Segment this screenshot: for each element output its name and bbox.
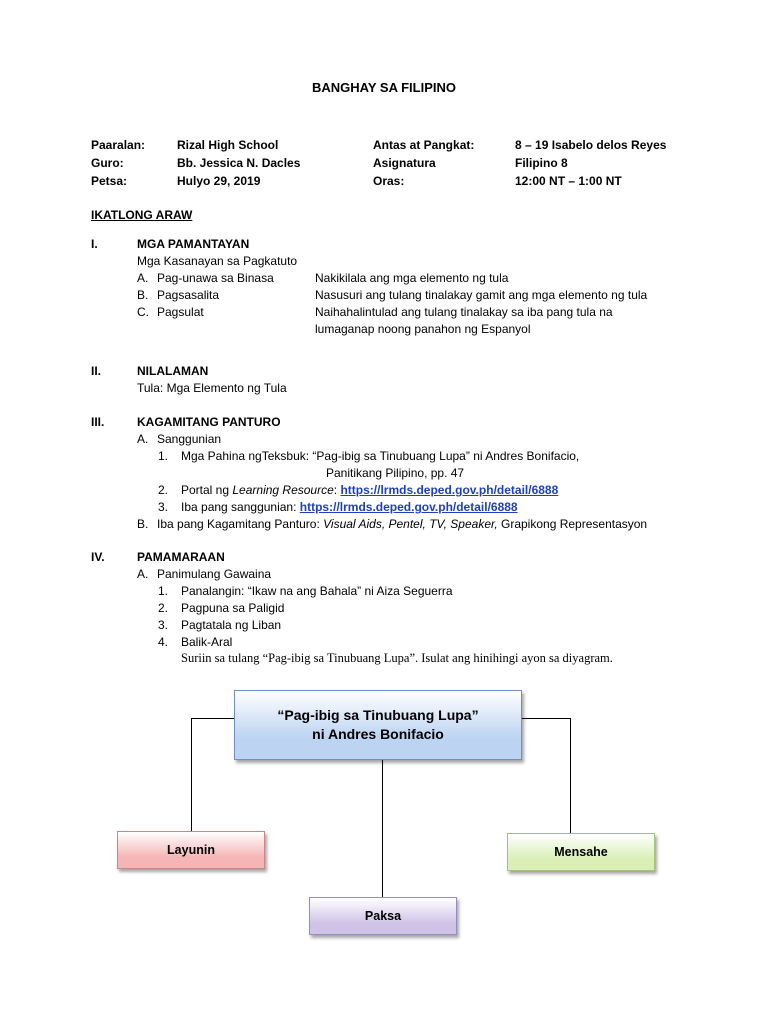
ref2-italic: Learning Resource xyxy=(232,483,334,497)
section2-number: II. xyxy=(91,364,102,378)
section4-number: IV. xyxy=(91,550,105,564)
section3-title: KAGAMITANG PANTURO xyxy=(137,415,281,429)
step3-text: Pagtatala ng Liban xyxy=(181,618,282,632)
section3-a-label: Sanggunian xyxy=(157,432,222,446)
step4-number: 4. xyxy=(158,635,169,649)
ref3-prefix: Iba pang sanggunian: xyxy=(181,500,300,514)
mensahe-box xyxy=(507,833,655,871)
ref3-line xyxy=(181,500,518,515)
connector-left-horizontal xyxy=(191,718,234,719)
step3-number: 3. xyxy=(158,618,169,632)
ref1-number: 1. xyxy=(158,449,169,463)
ref3-link[interactable]: https://lrmds.deped.gov.ph/detail/6888 xyxy=(299,500,518,514)
section1-item-b-letter: B. xyxy=(137,288,149,302)
layunin-box xyxy=(117,831,265,869)
day-heading: IKATLONG ARAW xyxy=(91,208,193,222)
section1-item-b-label: Pagsasalita xyxy=(157,288,220,302)
connector-bottom-vertical xyxy=(382,760,383,897)
center-title-line2: ni Andres Bonifacio xyxy=(312,726,444,742)
section3-b-label: Iba pang Kagamitang Panturo: xyxy=(157,517,320,531)
antas-value: 8 – 19 Isabelo delos Reyes xyxy=(515,138,667,152)
step4-text: Balik-Aral xyxy=(181,635,233,649)
section1-item-b-desc: Nasusuri ang tulang tinalakay gamit ang mga elemento ng tula xyxy=(315,288,648,302)
section1-subtitle: Mga Kasanayan sa Pagkatuto xyxy=(137,254,298,268)
section4-a-letter: A. xyxy=(137,567,149,581)
petsa-label: Petsa: xyxy=(91,174,128,188)
diagram-instruction: Suriin sa tulang “Pag-ibig sa Tinubuang Lupa”. Isulat ang hinihingi ayon sa diyagram. xyxy=(181,651,613,665)
ref1-text: Mga Pahina ngTeksbuk: “Pag-ibig sa Tinubuang Lupa” ni Andres Bonifacio, xyxy=(181,449,580,463)
asignatura-value: Filipino 8 xyxy=(515,156,568,170)
paksa-box xyxy=(309,897,457,935)
ref2-number: 2. xyxy=(158,483,169,497)
guro-value: Bb. Jessica N. Dacles xyxy=(177,156,301,170)
step1-number: 1. xyxy=(158,584,169,598)
section1-item-a-desc: Nakikilala ang mga elemento ng tula xyxy=(315,271,509,285)
paaralan-value: Rizal High School xyxy=(177,138,279,152)
antas-label: Antas at Pangkat: xyxy=(373,138,475,152)
mensahe-label: Mensahe xyxy=(554,845,608,859)
ref2-link[interactable]: https://lrmds.deped.gov.ph/detail/6888 xyxy=(340,483,559,497)
section1-item-a-letter: A. xyxy=(137,271,149,285)
section4-a-label: Panimulang Gawaina xyxy=(157,567,272,581)
section1-number: I. xyxy=(91,237,98,251)
section1-title: MGA PAMANTAYAN xyxy=(137,237,250,251)
section4-title: PAMAMARAAN xyxy=(137,550,225,564)
ref2-line xyxy=(181,483,558,498)
step2-text: Pagpuna sa Paligid xyxy=(181,601,285,615)
section3-a-letter: A. xyxy=(137,432,149,446)
guro-label: Guro: xyxy=(91,156,124,170)
paaralan-label: Paaralan: xyxy=(91,138,146,152)
ref3-number: 3. xyxy=(158,500,169,514)
oras-value: 12:00 NT – 1:00 NT xyxy=(515,174,622,188)
ref2-colon: : xyxy=(333,483,341,497)
step2-number: 2. xyxy=(158,601,169,615)
asignatura-label: Asignatura xyxy=(373,156,436,170)
section1-item-c-desc-continued: lumaganap noong panahon ng Espanyol xyxy=(315,322,531,336)
layunin-label: Layunin xyxy=(167,843,215,857)
section1-item-c-desc: Naihahalintulad ang tulang tinalakay sa iba pang tula na xyxy=(315,305,613,319)
section3-b-line xyxy=(157,517,647,532)
connector-right-vertical xyxy=(570,718,571,833)
section1-item-c-label: Pagsulat xyxy=(157,305,204,319)
oras-label: Oras: xyxy=(373,174,405,188)
document-title: BANGHAY SA FILIPINO xyxy=(312,80,456,95)
step1-text: Panalangin: “Ikaw na ang Bahala” ni Aiza Seguerra xyxy=(181,584,453,598)
diagram-center-box xyxy=(234,690,522,760)
section2-title: NILALAMAN xyxy=(137,364,209,378)
section1-item-c-letter: C. xyxy=(137,305,149,319)
section3-b-italic: Visual Aids, Pentel, TV, Speaker, xyxy=(319,517,498,531)
petsa-value: Hulyo 29, 2019 xyxy=(177,174,261,188)
connector-left-vertical xyxy=(191,718,192,831)
paksa-label: Paksa xyxy=(364,909,402,923)
ref2-prefix: Portal ng xyxy=(181,483,233,497)
section3-b-rest: Grapikong Representasyon xyxy=(497,517,648,531)
ref1-text-continued: Panitikang Pilipino, pp. 47 xyxy=(326,466,465,480)
section1-item-a-label: Pag-unawa sa Binasa xyxy=(157,271,274,285)
center-title-line1: “Pag-ibig sa Tinubuang Lupa” xyxy=(277,707,479,723)
section3-number: III. xyxy=(91,415,105,429)
connector-right-horizontal xyxy=(522,718,571,719)
section3-b-letter: B. xyxy=(137,517,149,531)
section2-content: Tula: Mga Elemento ng Tula xyxy=(137,381,287,395)
